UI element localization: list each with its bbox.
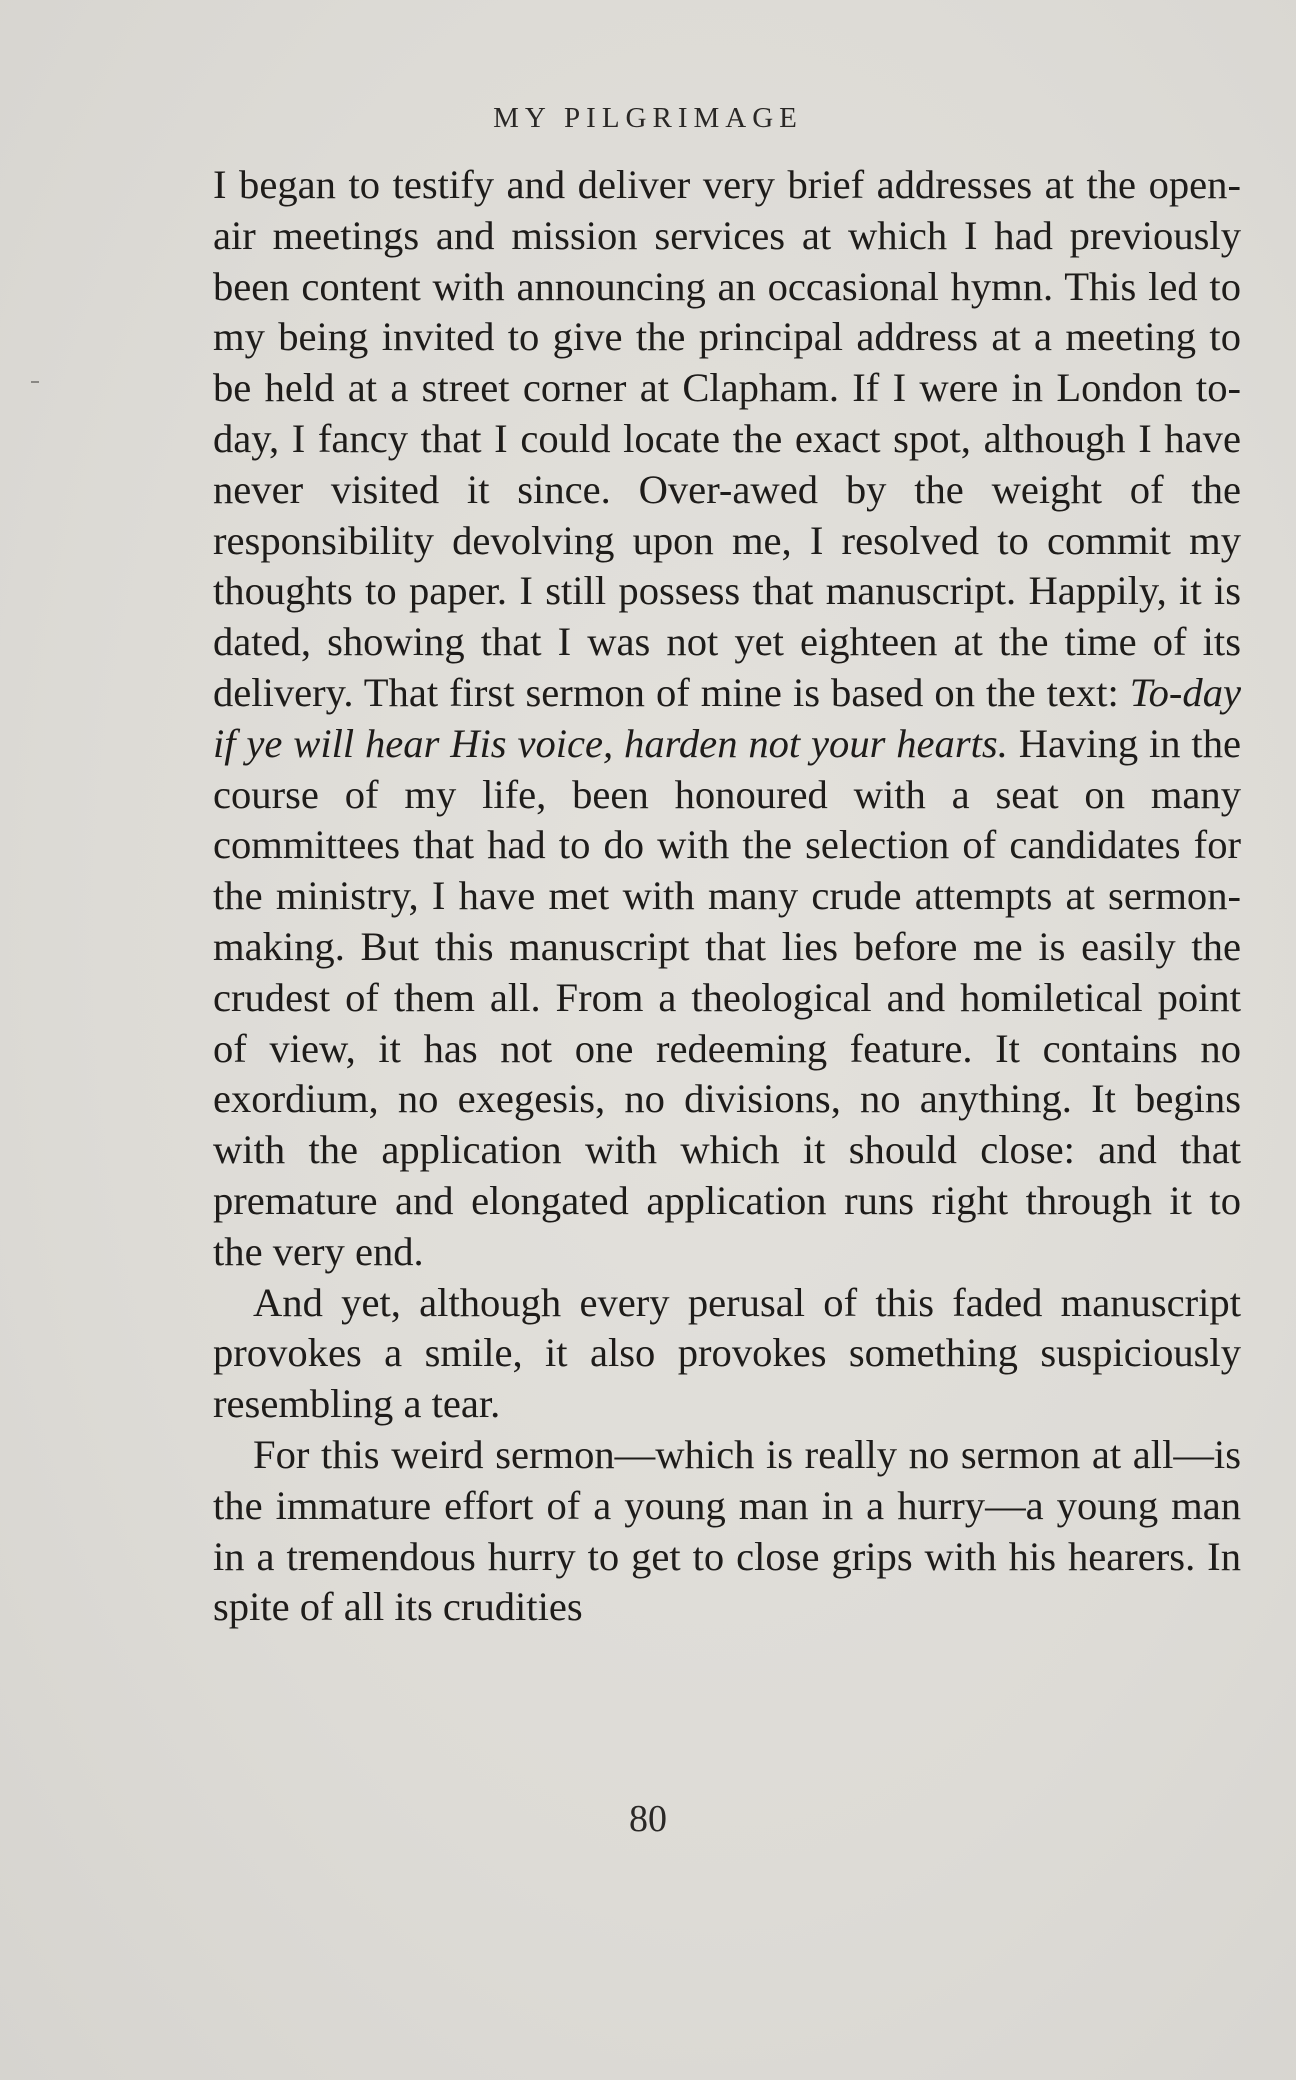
paragraph-3: For this weird sermon—which is really no sermon at all—is the immature effort of a young man in a hurry—a young man in a tremendous hurry to get to close grips with his hearers. In spite of all its crudities xyxy=(213,1431,1241,1630)
running-head: MY PILGRIMAGE xyxy=(493,102,803,134)
scripture-quote: To-day if ye will hear His voice, harden not your hearts. xyxy=(213,669,1241,766)
margin-speck xyxy=(31,381,39,383)
body-text xyxy=(213,160,1241,1633)
paragraph-2: And yet, although every perusal of this faded manuscript provokes a smile, it also provokes something suspiciously resembling a tear. xyxy=(213,1279,1241,1427)
paragraph-1-continuation: Having in the course of my life, been honoured with a seat on many committees that had to do with the selection of candidates for the ministry, I have met with many crude attempts at sermon-making. But this manuscript that lies before me is easily the crudest of them all. From a theological and homiletical point of view, it has not one redeeming feature. It contains no exordium, no exegesis, no divisions, no anything. It begins with the application with which it should close: and that premature and elongated application runs right through it to the very end. xyxy=(213,720,1241,1274)
paragraph-1 xyxy=(213,160,1241,1278)
paragraph-1-text: I began to testify and deliver very brief addresses at the open-air meetings and mission services at which I had previously been content with announcing an occasional hymn. This led to my being invited to give the principal address at a meeting to be held at a street corner at Clapham. If I were in London to-day, I fancy that I could locate the exact spot, although I have never visited it since. Over-awed by the weight of the responsibility devolving upon me, I resolved to commit my thoughts to paper. I still possess that manuscript. Happily, it is dated, showing that I was not yet eighteen at the time of its delivery. That first sermon of mine is based on the text: xyxy=(213,162,1241,715)
page-number: 80 xyxy=(629,1798,667,1840)
